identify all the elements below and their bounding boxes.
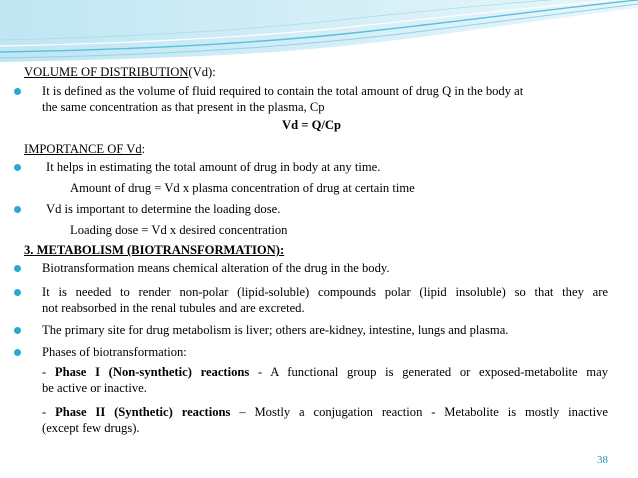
bullet-icon: [14, 206, 21, 213]
page-number: 38: [597, 454, 608, 466]
bullet-icon: [14, 349, 21, 356]
bullet-icon: [14, 327, 21, 334]
metabolism-point-1: Biotransformation means chemical alteration of the drug in the body.: [42, 261, 390, 275]
bullet-icon: [14, 265, 21, 272]
importance-point-2-formula: Loading dose = Vd x desired concentration: [70, 223, 288, 237]
phase-2-description: – Mostly a conjugation reaction - Metabolite is mostly inactive: [230, 405, 609, 419]
importance-heading-suffix: :: [141, 142, 146, 156]
bullet-icon: [14, 289, 21, 296]
phase-1-line2: be active or inactive.: [42, 381, 147, 395]
vd-heading-text: VOLUME OF DISTRIBUTION: [24, 65, 189, 79]
metabolism-heading: 3. METABOLISM (BIOTRANSFORMATION):: [24, 243, 285, 257]
phase-2-line1: [42, 404, 608, 420]
metabolism-point-2-line1: It is needed to render non-polar (lipid-soluble) compounds polar (lipid insoluble) so that they are: [42, 285, 608, 299]
phase-1-title: Phase I (Non-synthetic) reactions: [54, 365, 250, 379]
importance-point-1: It helps in estimating the total amount of drug in body at any time.: [46, 160, 381, 174]
importance-heading-text: IMPORTANCE OF Vd: [24, 142, 142, 156]
bullet-icon: [14, 164, 21, 171]
importance-point-1-formula: Amount of drug = Vd x plasma concentration of drug at certain time: [70, 181, 415, 195]
metabolism-point-4: Phases of biotransformation:: [42, 345, 187, 359]
vd-heading: [24, 64, 216, 80]
phase-2-title: Phase II (Synthetic) reactions: [55, 405, 231, 419]
vd-definition-line2: the same concentration as that present in the plasma, Cp: [42, 100, 325, 114]
vd-heading-suffix: (Vd):: [188, 65, 216, 79]
vd-definition-line1: It is defined as the volume of fluid required to contain the total amount of drug Q in the body at: [42, 84, 524, 98]
phase-1-line1: [42, 364, 608, 380]
phase-1-prefix: -: [42, 365, 55, 379]
vd-formula: Vd = Q/Cp: [282, 118, 341, 132]
phase-2-line2: (except few drugs).: [42, 421, 140, 435]
bullet-icon: [14, 88, 21, 95]
header-wave-decoration: [0, 0, 638, 70]
metabolism-point-3: The primary site for drug metabolism is liver; others are-kidney, intestine, lungs and plasma.: [42, 323, 509, 337]
importance-point-2: Vd is important to determine the loading dose.: [46, 202, 281, 216]
metabolism-point-2-line2: not reabsorbed in the renal tubules and are excreted.: [42, 301, 305, 315]
phase-2-prefix: -: [42, 405, 56, 419]
importance-heading: [24, 141, 145, 157]
phase-1-description: - A functional group is generated or exposed-metabolite may: [249, 365, 608, 379]
